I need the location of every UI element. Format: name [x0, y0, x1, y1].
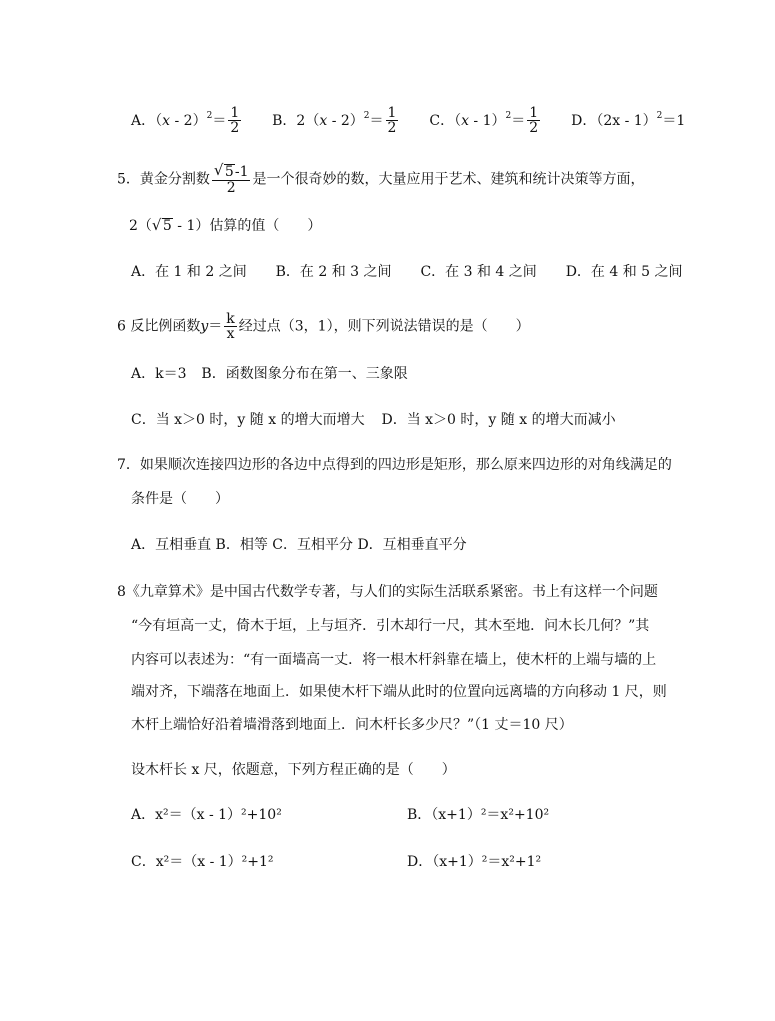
q8-option-b[interactable]: B．（x+1）²＝x²+10²	[407, 807, 550, 823]
q6-option-c[interactable]: C．当 x＞0 时，y 随 x 的增大而增大	[131, 412, 365, 428]
q8-stem-line3: 内容可以表述为：“有一面墙高一丈．将一根木杆斜靠在墙上，使木杆的上端与墙的上	[131, 652, 657, 668]
q5-option-d[interactable]: D．在 4 和 5 之间	[565, 264, 683, 280]
q7-stem-line1: 7．如果顺次连接四边形的各边中点得到的四边形是矩形，那么原来四边形的对角线满足的	[117, 457, 672, 473]
q6-option-d[interactable]: D．当 x＞0 时，y 随 x 的增大而减小	[381, 412, 616, 428]
q8-stem-line1: 8《九章算术》是中国古代数学专著，与人们的实际生活联系紧密。书上有这样一个问题	[117, 584, 658, 600]
q8-stem-line5: 木杆上端恰好沿着墙滑落到地面上．问木杆长多少尺？”（1 丈＝10 尺）	[131, 717, 573, 733]
q5-stem-line2: 2（ √ 5 - 1）估算的值（ ）	[129, 216, 322, 234]
q6-option-b[interactable]: B．函数图象分布在第一、三象限	[201, 366, 408, 382]
q5-option-a[interactable]: A．在 1 和 2 之间	[131, 264, 247, 280]
q4-options-row	[131, 106, 685, 135]
fraction: $\frac{1}{2}$	[230, 105, 240, 136]
q8-option-a[interactable]: A．x²＝（x - 1）²+10²	[131, 807, 282, 823]
q5-stem-line1: 5．黄金分割数 √ 5-1 2 是一个很奇妙的数，大量应用于艺术、建筑和统计决策等方面，	[117, 161, 645, 196]
k-over-x-fraction: $\frac{k}{x}$	[226, 311, 235, 342]
q8-option-d[interactable]: D．（x+1）²＝x²+1²	[407, 854, 542, 870]
fraction: $\frac{1}{2}$	[387, 105, 397, 136]
q7-stem-line2: 条件是（ ）	[131, 491, 229, 507]
sqrt-icon: √ 5	[151, 216, 172, 234]
q6-option-a[interactable]: A．k＝3	[131, 366, 187, 382]
q7-options-row[interactable]: A．互相垂直 B．相等 C．互相平分 D．互相垂直平分	[131, 537, 467, 553]
q6-options-row1	[131, 365, 408, 383]
q5-option-b[interactable]: B．在 2 和 3 之间	[275, 264, 392, 280]
q4-option-c[interactable]: C．（x - 1）$^2$＝ $\frac{1}{2}$	[429, 105, 539, 136]
golden-ratio-fraction: √ 5-1 2	[213, 161, 249, 196]
q8-stem-line6: 设木杆长 x 尺，依题意，下列方程正确的是（ ）	[131, 762, 456, 778]
q8-option-c[interactable]: C．x²＝（x - 1）²+1²	[131, 854, 274, 870]
q4-option-d[interactable]: D．（2x - 1）$^2$＝1	[571, 110, 686, 129]
q8-stem-line2: “今有垣高一丈，倚木于垣，上与垣齐．引木却行一尺，其木至地．问木长几何？”其	[131, 618, 650, 634]
q5-option-c[interactable]: C．在 3 和 4 之间	[420, 264, 537, 280]
q4-option-a[interactable]: A．（x - 2）$^2$＝ $\frac{1}{2}$	[131, 105, 240, 136]
fraction: $\frac{1}{2}$	[529, 105, 539, 136]
q8-stem-line4: 端对齐，下端落在地面上．如果使木杆下端从此时的位置向远离墙的方向移动 1 尺，则	[131, 684, 667, 700]
sqrt-icon: √ 5	[213, 161, 234, 180]
q6-options-row2	[131, 411, 616, 429]
q4-option-b[interactable]: B．2（x - 2）$^2$＝ $\frac{1}{2}$	[272, 105, 397, 136]
q6-stem: 6 反比例函数y＝ $\frac{k}{x}$ 经过点（3，1），则下列说法错误的是（ ）	[117, 311, 530, 342]
q5-options-row	[131, 263, 683, 281]
